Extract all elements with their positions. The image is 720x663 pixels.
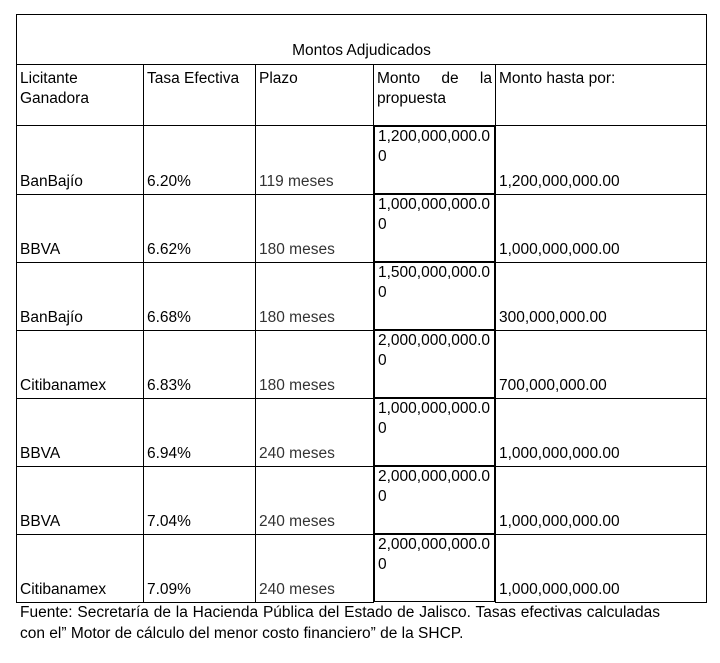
cell-monto-propuesta: 2,000,000,000.00 (374, 330, 495, 398)
header-plazo: Plazo (256, 65, 374, 126)
cell-monto-propuesta: 2,000,000,000.00 (374, 534, 495, 602)
source-footnote: Fuente: Secretaría de la Hacienda Pública del Estado de Jalisco. Tasas efectivas calculadas con el” Motor de cálculo del menor costo financiero” de la SHCP. (20, 604, 660, 642)
cell-tasa: 7.09% (144, 534, 256, 602)
cell-licitante: BBVA (17, 194, 144, 262)
cell-licitante: Citibanamex (17, 534, 144, 602)
table-row (17, 330, 707, 398)
header-monto-hasta: Monto hasta por: (496, 65, 707, 126)
table-header-row (17, 65, 707, 126)
cell-plazo: 240 meses (256, 466, 374, 534)
table-row (17, 194, 707, 262)
cell-tasa: 6.62% (144, 194, 256, 262)
cell-plazo: 240 meses (256, 534, 374, 602)
table-row (17, 398, 707, 466)
cell-licitante: BBVA (17, 466, 144, 534)
table-title-row (17, 15, 707, 65)
cell-plazo: 180 meses (256, 262, 374, 330)
cell-plazo: 180 meses (256, 330, 374, 398)
cell-monto-hasta: 1,200,000,000.00 (496, 126, 707, 195)
cell-plazo: 180 meses (256, 194, 374, 262)
cell-licitante: Citibanamex (17, 330, 144, 398)
cell-monto-hasta: 700,000,000.00 (496, 330, 707, 398)
cell-tasa: 6.94% (144, 398, 256, 466)
header-monto-propuesta: Monto de la propuesta (374, 65, 496, 126)
cell-plazo: 119 meses (256, 126, 374, 195)
cell-tasa: 7.04% (144, 466, 256, 534)
cell-monto-propuesta: 1,000,000,000.00 (374, 398, 495, 466)
cell-tasa: 6.83% (144, 330, 256, 398)
cell-monto-hasta: 300,000,000.00 (496, 262, 707, 330)
montos-adjudicados-table (16, 14, 707, 603)
table-row (17, 262, 707, 330)
cell-monto-propuesta: 1,500,000,000.00 (374, 262, 495, 330)
cell-monto-hasta: 1,000,000,000.00 (496, 398, 707, 466)
cell-tasa: 6.68% (144, 262, 256, 330)
cell-licitante: BanBajío (17, 126, 144, 195)
cell-monto-propuesta: 1,200,000,000.00 (374, 126, 495, 194)
header-tasa: Tasa Efectiva (144, 65, 256, 126)
table-row (17, 534, 707, 602)
cell-monto-hasta: 1,000,000,000.00 (496, 466, 707, 534)
table-title: Montos Adjudicados (17, 15, 707, 65)
cell-monto-propuesta: 2,000,000,000.00 (374, 466, 495, 534)
cell-monto-hasta: 1,000,000,000.00 (496, 534, 707, 602)
table-row (17, 126, 707, 195)
cell-licitante: BanBajío (17, 262, 144, 330)
cell-plazo: 240 meses (256, 398, 374, 466)
cell-tasa: 6.20% (144, 126, 256, 195)
table-row (17, 466, 707, 534)
cell-monto-hasta: 1,000,000,000.00 (496, 194, 707, 262)
cell-licitante: BBVA (17, 398, 144, 466)
cell-monto-propuesta: 1,000,000,000.00 (374, 194, 495, 262)
header-licitante: Licitante Ganadora (17, 65, 144, 126)
